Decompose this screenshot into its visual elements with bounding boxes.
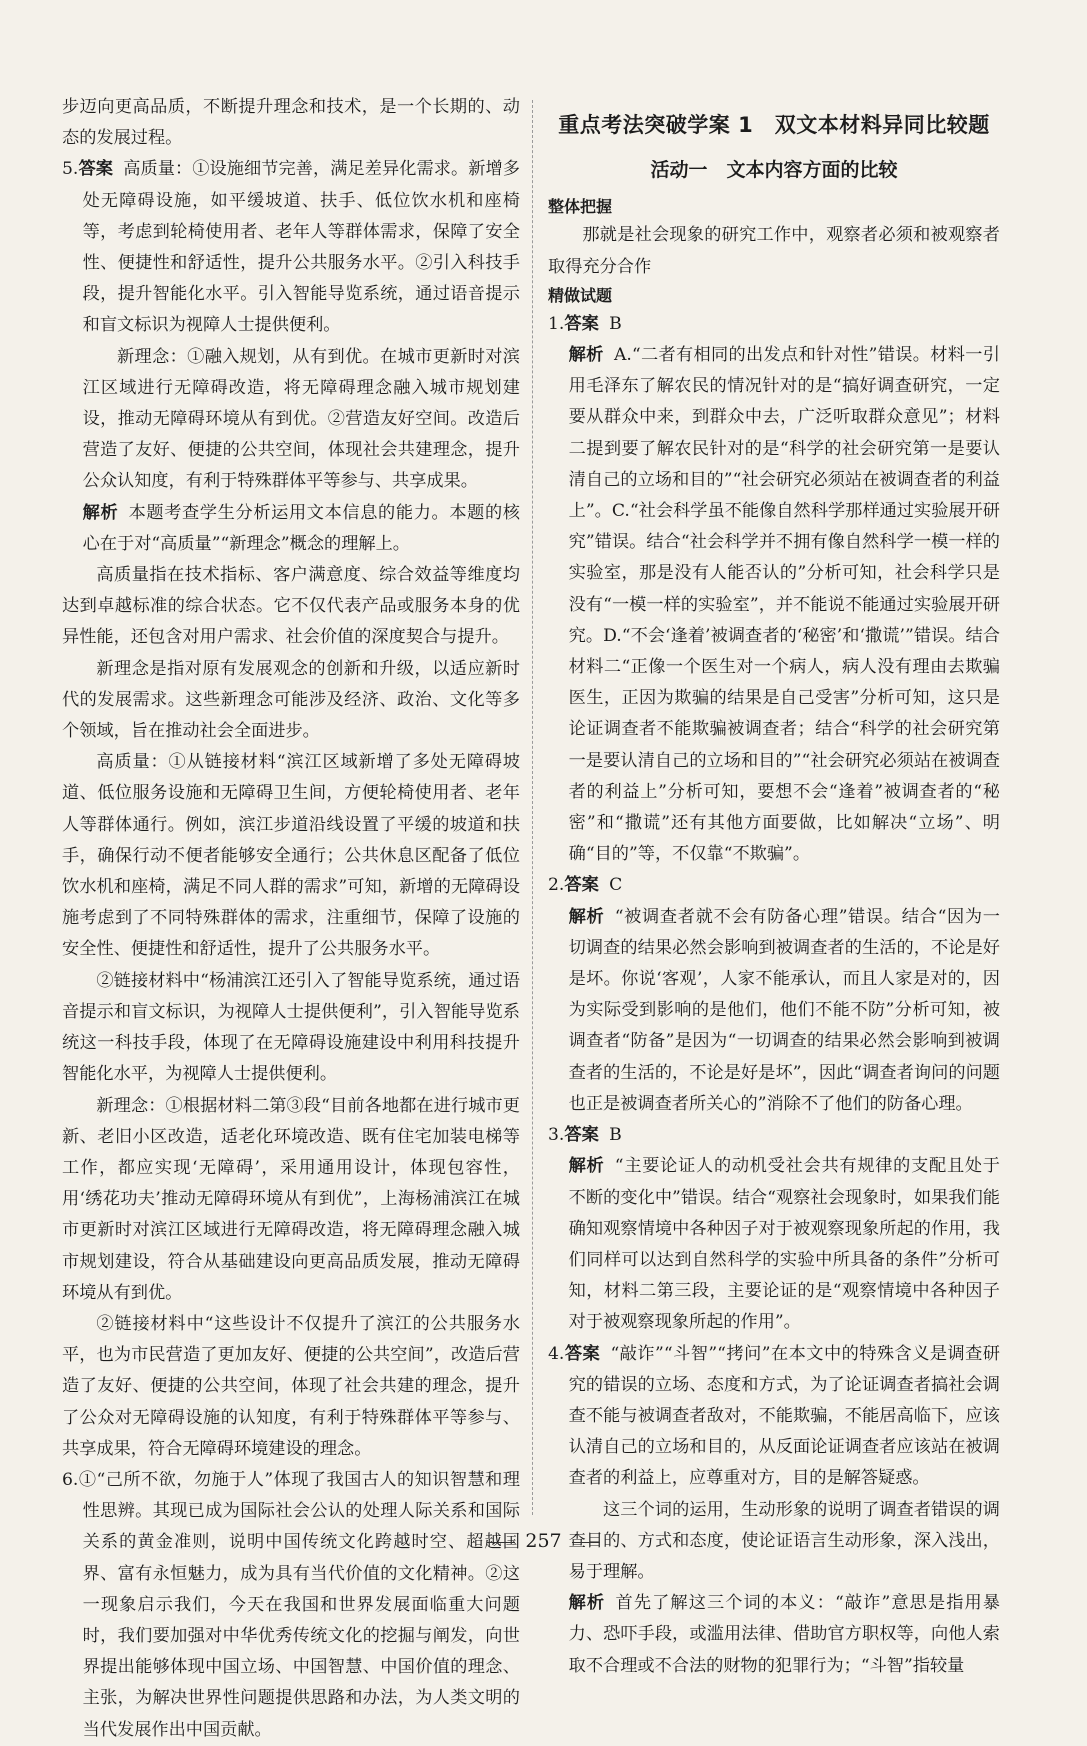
answer-value: B [609,313,622,334]
analysis-paragraph: 新理念是指对原有发展观念的创新和升级，以适应新时代的发展需求。这些新理念可能涉及经济、政治、文化等多个领域，旨在推动社会全面进步。 [62,658,520,742]
analysis-paragraph: 新理念：①根据材料二第③段“目前各地都在进行城市更新、老旧小区改造，适老化环境改造、既有住宅加装电梯等工作，都应实现‘无障碍’，采用通用设计，体现包容性，用‘绣花功夫’推动无障碍环境从有到优”，上海杨浦滨江在城市更新时对滨江区域进行无障碍改造，将无障碍理念融入城市规划建设，符合从基础建设向更高品质发展，推动无障碍环境从有到优。 [62,1095,520,1303]
answer-paragraph: 这三个词的运用，生动形象的说明了调查者错误的调查目的、方式和态度，使论证语言生动形象，深入浅出，易于理解。 [568,1499,1000,1582]
answer-label: 答案 [564,875,599,896]
answer-value: B [609,1125,622,1146]
answer-label: 答案 [564,313,599,334]
answer-label: 答案 [78,159,113,180]
answer-value: C [609,875,623,896]
question-5-analysis [62,498,520,560]
question-number: 2. [548,875,565,896]
question-3-answer [548,1120,1000,1151]
question-5-answer [62,154,520,341]
question-3-analysis [548,1151,1000,1338]
question-number: 5. [62,159,79,180]
analysis-text: A.“二者有相同的出发点和针对性”错误。材料一引用毛泽东了解农民的情况针对的是“搞好调查研究，一定要从群众中来，到群众中去，广泛听取群众意见”；材料二提到要了解农民针对的是“科学的社会研究第一是要认清自己的立场和目的”“社会研究必须站在被调查者的利益上”。C.“社会科学虽不能像自然科学那样通过实验展开研究”错误。结合“社会科学并不拥有像自然科学一模一样的实验室，那是没有人能否认的”分析可知，社会科学只是没有“一模一样的实验室”，并不能说不能通过实验展开研究。D.“不会‘逢着’被调查者的‘秘密’和‘撒谎’”错误。结合材料二“正像一个医生对一个病人，病人没有理由去欺骗医生，正因为欺骗的结果是自己受害”分析可知，这只是论证调查者不能欺骗被调查者；结合“科学的社会研究第一是要认清自己的立场和目的”“社会研究必须站在被调查者的利益上”分析可知，要想不会“逢着”被调查者的“秘密”和“撒谎”还有其他方面要做，比如解决“立场”、明确“目的”等，不仅靠“不欺骗”。 [568,345,1000,865]
analysis-text: “被调查者就不会有防备心理”错误。结合“因为一切调查的结果必然会影响到被调查者的生活的，不论是好是坏。你说‘客观’，人家不能承认，而且人家是对的，因为实际受到影响的是他们，他们不能不防”分析可知，被调查者“防备”是因为“一切调查的结果必然会影响到被调查者的生活的，不论是好是坏”，因此“调查者询问的问题也正是被调查者所关心的”消除不了他们的防备心理。 [568,906,1000,1114]
analysis-label: 解析 [568,1156,605,1177]
question-number: 1. [548,313,565,334]
question-2-analysis [548,902,1000,1120]
answer-label: 答案 [564,1125,599,1146]
analysis-text: “主要论证人的动机受社会共有规律的支配且处于不断的变化中”错误。结合“观察社会现象时，如果我们能确知观察情境中各种因子对于被观察现象所起的作用，我们同样可以达到自然科学的实验中所具备的条件”分析可知，材料二第三段，主要论证的是“观察情境中各种因子对于被观察现象所起的作用”。 [568,1156,1000,1333]
continued-paragraph: 步迈向更高品质，不断提升理念和技术，是一个长期的、动态的发展过程。 [62,97,520,149]
question-number: 3. [548,1125,565,1146]
analysis-text: 本题考查学生分析运用文本信息的能力。本题的核心在于对“高质量”“新理念”概念的理解上。 [82,502,520,554]
answer-paragraph: 新理念：①融入规划，从有到优。在城市更新时对滨江区域进行无障碍改造，将无障碍理念融入城市规划建设，推动无障碍环境从有到优。②营造友好空间。改造后营造了友好、便捷的公共空间，体现社会共建理念，提升公众认知度，有利于特殊群体平等参与、共享成果。 [82,346,520,492]
page-number [0,1530,1087,1552]
section-title: 重点考法突破学案 1 双文本材料异同比较题 [558,113,990,137]
question-2-answer [548,870,1000,901]
activity-title: 活动一 文本内容方面的比较 [650,159,898,182]
answer-text: 高质量：①设施细节完善，满足差异化需求。新增多处无障碍设施，如平缓坡道、扶手、低位饮水机和座椅等，考虑到轮椅使用者、老年人等群体需求，保障了安全性、便捷性和舒适性，提升公共服务水平。②引入科技手段，提升智能化水平。引入智能导览系统，通过语音提示和盲文标识为视障人士提供便利。 [82,159,520,336]
page-number-value: 257 [525,1530,562,1552]
analysis-paragraph: 高质量指在技术指标、客户满意度、综合效益等维度均达到卓越标准的综合状态。它不仅代表产品或服务本身的优异性能，还包含对用户需求、社会价值的深度契合与提升。 [62,565,520,648]
page-number-dash [487,1542,515,1543]
practice-label: 精做试题 [548,285,613,305]
question-4-analysis [548,1588,1000,1682]
analysis-paragraph: 高质量：①从链接材料“滨江区域新增了多处无障碍坡道、低位服务设施和无障碍卫生间，方便轮椅使用者、老年人等群体通行。例如，滨江步道沿线设置了平缓的坡道和扶手，确保行动不便者能够安全通行；公共休息区配备了低位饮水机和座椅，满足不同人群的需求”可知，新增的无障碍设施考虑到了不同特殊群体的需求，注重细节，保障了设施的安全性、便捷性和舒适性，提升了公共服务水平。 [62,752,520,960]
question-1-analysis [548,340,1000,870]
question-number: 6. [62,1469,79,1490]
answer-text: “敲诈”“斗智”“拷问”在本文中的特殊含义是调查研究的错误的立场、态度和方式，为了论证调查者搞社会调查不能与被调查者敌对，不能欺骗，不能居高临下，应该认清自己的立场和目的，从反面论证调查者应该站在被调查者的利益上，应尊重对方，目的是解答疑惑。 [568,1343,1000,1489]
answer-text: ①“己所不欲，勿施于人”体现了我国古人的知识智慧和理性思辨。其现已成为国际社会公认的处理人际关系和国际关系的黄金准则，说明中国传统文化跨越时空、超越国界、富有永恒魅力，成为具有当代价值的文化精神。②这一现象启示我们，今天在我国和世界发展面临重大问题时，我们要加强对中华优秀传统文化的挖掘与阐发，向世界提出能够体现中国立场、中国智慧、中国价值的理念、主张，为解决世界性问题提供思路和办法，为人类文明的当代发展作出中国贡献。 [78,1469,520,1740]
column-divider [532,100,533,1515]
question-6-answer [62,1465,520,1746]
analysis-label: 解析 [568,1593,606,1614]
analysis-label: 解析 [568,906,605,927]
analysis-label: 解析 [82,502,119,523]
overall-label: 整体把握 [548,197,613,217]
right-column [548,92,1000,1682]
left-column [62,92,520,1746]
page-number-dash [572,1542,600,1543]
question-1-answer [548,309,1000,340]
question-4-answer [548,1339,1000,1495]
question-number: 4. [548,1343,565,1364]
analysis-label: 解析 [568,345,604,366]
analysis-paragraph: ②链接材料中“这些设计不仅提升了滨江的公共服务水平，也为市民营造了更加友好、便捷的公共空间”，改造后营造了友好、便捷的公共空间，体现了社会共建的理念，提升了公众对无障碍设施的认知度，有利于特殊群体平等参与、共享成果，符合无障碍环境建设的理念。 [62,1313,520,1459]
overall-text: 那就是社会现象的研究工作中，观察者必须和被观察者取得充分合作 [548,225,1000,277]
analysis-paragraph: ②链接材料中“杨浦滨江还引入了智能导览系统，通过语音提示和盲文标识，为视障人士提供便利”，引入智能导览系统这一科技手段，体现了在无障碍设施建设中利用科技提升智能化水平，为视障人士提供便利。 [62,970,520,1085]
answer-label: 答案 [564,1343,601,1364]
analysis-text: 首先了解这三个词的本义：“敲诈”意思是指用暴力、恐吓手段，或滥用法律、借助官方职权等，向他人索取不合理或不合法的财物的犯罪行为；“斗智”指较量 [568,1593,1000,1676]
